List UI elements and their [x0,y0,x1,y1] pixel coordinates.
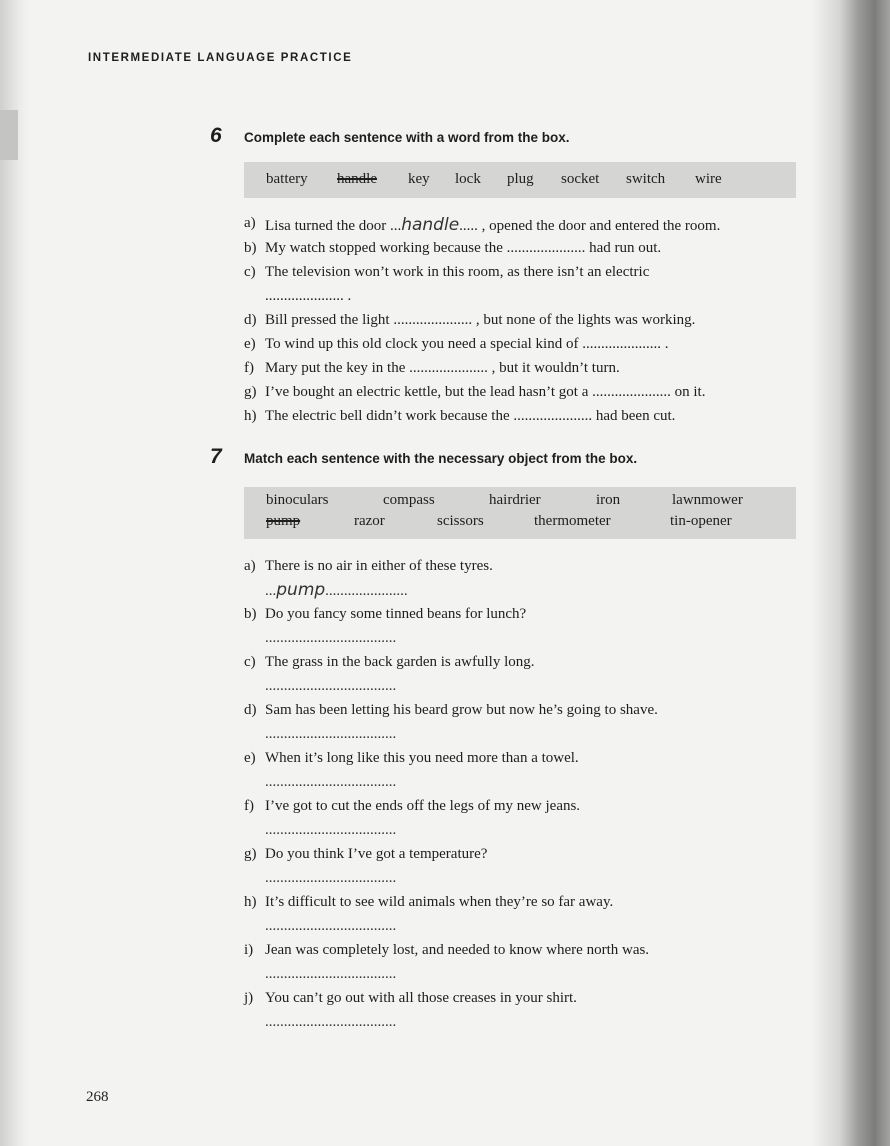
word-box-item: key [408,171,430,187]
word-box-item: iron [596,492,621,508]
word-box-item: switch [626,171,666,187]
exercise-7-answer-d: ................................... [265,726,397,742]
handwritten-answer: pump [276,580,326,600]
exercise-7-answer-a: ...pump...................... [265,580,408,600]
book-page: INTERMEDIATE LANGUAGE PRACTICE 6 Complete each sentence with a word from the box. battery handle key lock plug socket switch wire a) Lisa turned the door ...handle..... , opened the door and entered the room. b) My watch stopped working because the ..................... had run out. c) The television won’t work in this room, as there isn’t an electric ..................... . d) Bill pressed the light ..................... , but none of the lights was working. e) To wind up this old clock you need a special kind of ..................... . f) Mary put the key in the ..................... , but it wouldn’t turn. g) I’ve bought an electric kettle, but the lead hasn’t got a ..................... on it. h) The electric bell didn’t work because the ..................... had been cut. 7 Match each sentence with the necessary object from the box. binoculars compass hairdrier iron lawnmower pump razor scissors thermometer tin-opener a) There is no air in either of these tyres. ...pump...................... b) Do you fancy some tinned beans for lunch? ................................... c) The grass in the back garden is awfully long. ................................... d) Sam has been letting his beard grow but now he’s going to shave. ................................... e) When it’s long like this you need more than a towel. ................................... f) I’ve got to cut the ends off the legs of my new jeans. ................................... g) Do you think I’ve got a temperature? ................................... h) It’s difficult to see wild animals when they’re so far away. ................................... i) Jean was completely lost, and needed to know where north was. ................................... j) You can’t go out with all those creases in your shirt. ................................... 268 [0,0,890,1146]
exercise-7-answer-j: ................................... [265,1014,397,1030]
page-spine-shadow [812,0,890,1146]
exercise-7-answer-g: ................................... [265,870,397,886]
exercise-7-word-box [244,487,796,539]
exercise-7-answer-h: ................................... [265,918,397,934]
exercise-7-answer-c: ................................... [265,678,397,694]
exercise-7-answer-b: ................................... [265,630,397,646]
exercise-7-answer-i: ................................... [265,966,397,982]
word-box-item: binoculars [266,492,329,508]
word-box-item: compass [383,492,435,508]
exercise-7-instruction: Match each sentence with the necessary object from the box. [244,451,638,466]
word-box-item: tin-opener [670,513,732,529]
page-left-edge [0,0,30,1146]
exercise-6-instruction: Complete each sentence with a word from the box. [244,130,570,145]
word-box-item-crossed: pump [266,513,301,529]
word-box-item: lock [455,171,481,187]
word-box-item: socket [561,171,600,187]
exercise-7-answer-e: ................................... [265,774,397,790]
word-box-item: thermometer [534,513,611,529]
exercise-6-number: 6 [210,124,222,147]
word-box-item: razor [354,513,385,529]
word-box-item: battery [266,171,308,187]
running-head: INTERMEDIATE LANGUAGE PRACTICE [88,52,353,64]
word-box-item: hairdrier [489,492,541,508]
exercise-7-number: 7 [210,445,222,468]
exercise-6-word-box [244,162,796,198]
page-number: 268 [86,1089,109,1105]
word-box-item: scissors [437,513,484,529]
handwritten-answer: handle [401,215,460,235]
word-box-item-crossed: handle [337,171,377,187]
word-box-item: wire [695,171,722,187]
word-box-item: plug [507,171,534,187]
exercise-7-answer-f: ................................... [265,822,397,838]
word-box-item: lawnmower [672,492,743,508]
page-left-mark [0,110,18,160]
